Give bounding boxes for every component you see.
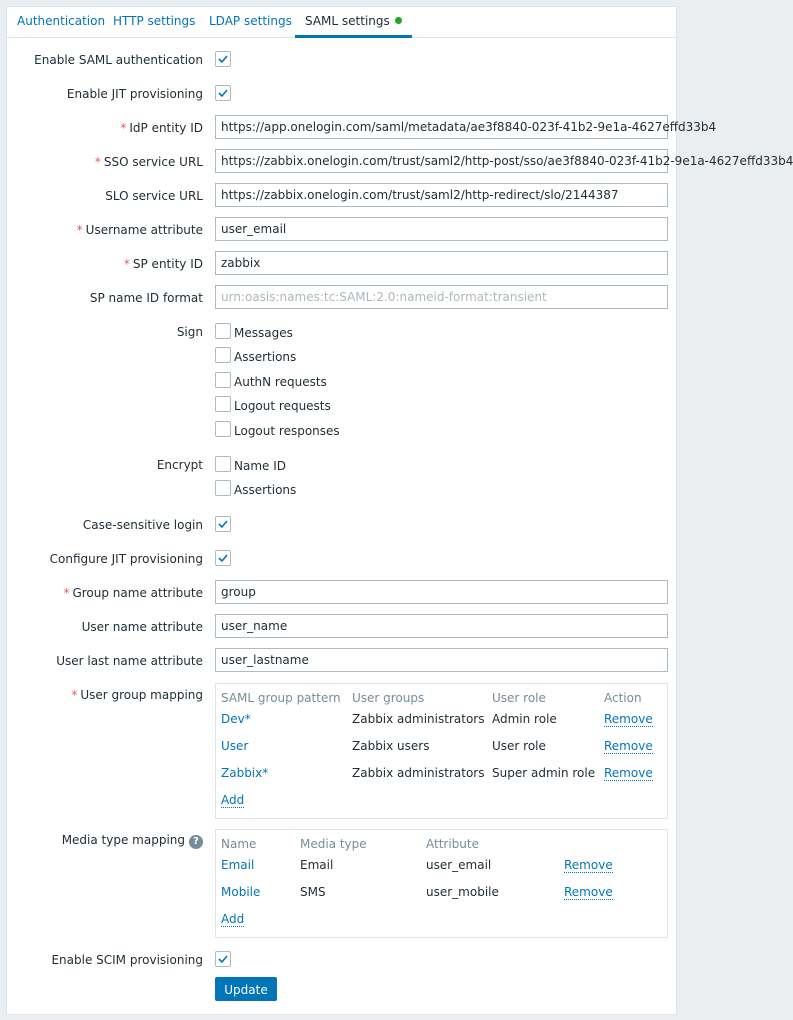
sign-authn-requests-label: AuthN requests xyxy=(234,375,327,389)
encrypt-assertions-label: Assertions xyxy=(234,483,297,497)
sso-url-label-text: SSO service URL xyxy=(103,155,203,169)
sign-assertions-label: Assertions xyxy=(234,350,297,364)
enable-jit-label: Enable JIT provisioning xyxy=(66,87,203,101)
update-button[interactable]: Update xyxy=(215,977,277,1001)
column-header-name: Name xyxy=(221,837,257,851)
media-type-cell: Email xyxy=(300,858,334,872)
checkmark-icon xyxy=(218,54,228,64)
group-pattern-link[interactable]: Zabbix* xyxy=(221,766,269,780)
user-role-cell: Super admin role xyxy=(492,766,596,780)
encrypt-assertions-checkbox[interactable] xyxy=(215,480,231,496)
sign-logout-responses-label: Logout responses xyxy=(234,424,340,438)
checkmark-icon xyxy=(218,954,228,964)
column-header-action: Action xyxy=(604,691,642,705)
user-name-attribute-label: User name attribute xyxy=(81,620,203,634)
user-group-mapping-table xyxy=(215,683,668,819)
sign-logout-responses-checkbox[interactable] xyxy=(215,421,231,437)
configure-jit-label: Configure JIT provisioning xyxy=(49,552,203,566)
case-sensitive-login-checkbox[interactable] xyxy=(215,516,231,532)
group-name-attribute-input[interactable]: group xyxy=(215,580,668,604)
encrypt-name-id-checkbox[interactable] xyxy=(215,456,231,472)
group-pattern-link[interactable]: User xyxy=(221,739,249,753)
user-group-mapping-label xyxy=(71,688,203,702)
column-header-media-type: Media type xyxy=(300,837,367,851)
tab-ldap-settings[interactable]: LDAP settings xyxy=(209,14,292,28)
sp-entity-id-input[interactable]: zabbix xyxy=(215,251,668,275)
user-groups-cell: Zabbix administrators xyxy=(352,712,485,726)
user-role-cell: Admin role xyxy=(492,712,557,726)
sign-messages-label: Messages xyxy=(234,326,293,340)
add-group-mapping-link[interactable]: Add xyxy=(221,793,245,807)
sign-assertions-checkbox[interactable] xyxy=(215,347,231,363)
tab-bar xyxy=(7,7,678,38)
media-type-cell: SMS xyxy=(300,885,326,899)
idp-entity-id-label xyxy=(120,121,203,135)
user-name-attribute-input[interactable]: user_name xyxy=(215,614,668,638)
tab-saml-settings-label: SAML settings xyxy=(305,14,390,28)
sign-authn-requests-checkbox[interactable] xyxy=(215,372,231,388)
media-mapping-name-link[interactable]: Mobile xyxy=(221,885,261,899)
column-header-attribute: Attribute xyxy=(426,837,479,851)
add-media-mapping-link[interactable]: Add xyxy=(221,912,245,926)
case-sensitive-login-label: Case-sensitive login xyxy=(82,518,203,532)
sso-url-label xyxy=(95,155,203,169)
username-attribute-label-text: Username attribute xyxy=(85,223,203,237)
idp-entity-id-input[interactable]: https://app.onelogin.com/saml/metadata/ae3f8840-023f-41b2-9e1a-4627effd33b4 xyxy=(215,115,668,139)
group-name-attribute-label xyxy=(63,586,203,600)
saml-settings-panel xyxy=(6,6,793,1015)
username-attribute-label xyxy=(77,223,203,237)
remove-link[interactable]: Remove xyxy=(564,885,613,899)
sso-url-input[interactable]: https://zabbix.onelogin.com/trust/saml2/http-post/sso/ae3f8840-023f-41b2-9e1a-4627effd33b4 xyxy=(215,149,668,173)
tab-authentication[interactable]: Authentication xyxy=(17,14,106,28)
remove-link[interactable]: Remove xyxy=(604,739,653,753)
user-last-name-attribute-label: User last name attribute xyxy=(56,654,203,668)
enable-jit-checkbox[interactable] xyxy=(215,85,231,101)
checkmark-icon xyxy=(218,553,228,563)
sp-entity-id-label xyxy=(124,257,203,271)
media-type-mapping-label-text: Media type mapping xyxy=(61,833,185,847)
required-marker: * xyxy=(71,688,78,702)
checkmark-icon xyxy=(218,519,228,529)
enable-saml-label: Enable SAML authentication xyxy=(34,53,203,67)
tab-saml-settings[interactable] xyxy=(295,7,412,38)
required-marker: * xyxy=(94,155,101,169)
required-marker: * xyxy=(123,257,130,271)
sp-entity-id-label-text: SP entity ID xyxy=(132,257,203,271)
encrypt-name-id-label: Name ID xyxy=(234,459,286,473)
sp-name-id-format-label: SP name ID format xyxy=(89,291,203,305)
sign-logout-requests-checkbox[interactable] xyxy=(215,396,231,412)
attribute-cell: user_mobile xyxy=(426,885,499,899)
group-pattern-link[interactable]: Dev* xyxy=(221,712,251,726)
column-header-user-groups: User groups xyxy=(352,691,425,705)
username-attribute-input[interactable]: user_email xyxy=(215,217,668,241)
enabled-status-dot xyxy=(395,17,402,24)
slo-url-input[interactable]: https://zabbix.onelogin.com/trust/saml2/http-redirect/slo/2144387 xyxy=(215,183,668,207)
group-name-attribute-label-text: Group name attribute xyxy=(72,586,203,600)
media-type-mapping-table xyxy=(215,829,668,938)
user-last-name-attribute-input[interactable]: user_lastname xyxy=(215,648,668,672)
enable-saml-checkbox[interactable] xyxy=(215,51,231,67)
slo-url-label: SLO service URL xyxy=(105,189,203,203)
media-type-mapping-label xyxy=(62,833,203,849)
help-icon[interactable]: ? xyxy=(189,835,203,849)
media-mapping-name-link[interactable]: Email xyxy=(221,858,255,872)
attribute-cell: user_email xyxy=(426,858,492,872)
column-header-user-role: User role xyxy=(492,691,546,705)
encrypt-label: Encrypt xyxy=(156,458,203,472)
remove-link[interactable]: Remove xyxy=(564,858,613,872)
tab-http-settings[interactable]: HTTP settings xyxy=(113,14,196,28)
required-marker: * xyxy=(120,121,127,135)
checkmark-icon xyxy=(218,88,228,98)
idp-entity-id-label-text: IdP entity ID xyxy=(129,121,203,135)
sign-logout-requests-label: Logout requests xyxy=(234,399,331,413)
remove-link[interactable]: Remove xyxy=(604,712,653,726)
user-groups-cell: Zabbix users xyxy=(352,739,430,753)
enable-scim-label: Enable SCIM provisioning xyxy=(51,953,203,967)
column-header-saml-group-pattern: SAML group pattern xyxy=(221,691,341,705)
remove-link[interactable]: Remove xyxy=(604,766,653,780)
sp-name-id-format-input[interactable]: urn:oasis:names:tc:SAML:2.0:nameid-format:transient xyxy=(215,285,668,309)
user-groups-cell: Zabbix administrators xyxy=(352,766,485,780)
enable-scim-checkbox[interactable] xyxy=(215,951,231,967)
sign-label: Sign xyxy=(176,325,203,339)
sign-messages-checkbox[interactable] xyxy=(215,323,231,339)
configure-jit-checkbox[interactable] xyxy=(215,550,231,566)
required-marker: * xyxy=(63,586,70,600)
required-marker: * xyxy=(76,223,83,237)
user-group-mapping-label-text: User group mapping xyxy=(80,688,203,702)
user-role-cell: User role xyxy=(492,739,546,753)
